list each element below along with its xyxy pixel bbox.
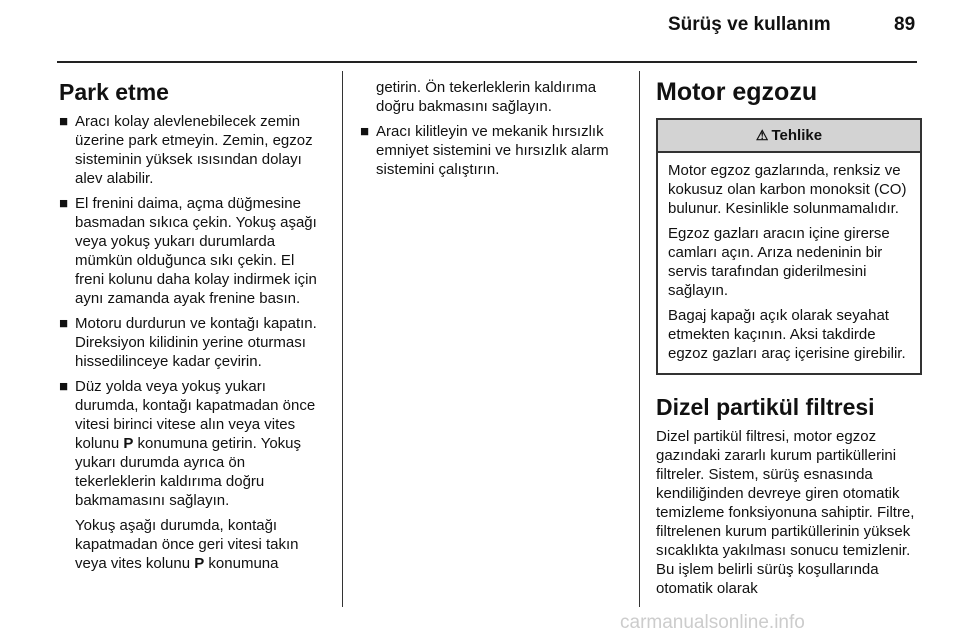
continuation-text: getirin. Ön tekerleklerin kaldırıma doğru bakmasını sağlayın.: [376, 79, 597, 115]
danger-warning-box: [656, 118, 922, 375]
page-header-title: Sürüş ve kullanım: [668, 14, 831, 35]
section-heading-motor-egzozu: Motor egzozu: [656, 78, 818, 106]
warning-header: [658, 120, 920, 153]
section-heading-dizel-partikul: Dizel partikül filtresi: [656, 394, 875, 420]
gear-position-p: P: [194, 555, 205, 572]
column-divider-left: [342, 71, 343, 607]
continuation-paragraph: Yokuş aşağı durumda, kontağı kapatmadan önce geri vitesi takın veya vites kolunu P konumuna: [75, 517, 299, 572]
bullet-icon: ■: [59, 113, 69, 130]
list-item: ■ El frenini daima, açma düğmesine basmadan sıkıca çekin. Yokuş aşağı veya yokuş yukarı durumlarda mümkün olduğunca sıkı çekin. El freni kolunu daha kolay indirmek için aynı zamanda ayak frenine basın.: [59, 195, 317, 307]
park-list-cont: [360, 122, 628, 179]
list-item: ■ Motoru durdurun ve kontağı kapatın. Direksiyon kilidinin yerine oturması hissedilinceye kadar çevirin.: [59, 315, 317, 370]
warning-paragraph: Egzoz gazları aracın içine girerse camları açın. Arıza nedeninin bir servis tarafından giderilmesini sağlayın.: [668, 225, 890, 299]
warning-paragraph: Motor egzoz gazlarında, renksiz ve kokusuz olan karbon monoksit (CO) bulunur. Kesinlikle solunmamalıdır.: [668, 162, 907, 217]
list-item: ■ Aracı kilitleyin ve mekanik hırsızlık emniyet sistemini ve hırsızlık alarm sistemini çalıştırın.: [360, 123, 609, 178]
list-item: ■ Aracı kolay alevlenebilecek zemin üzerine park etmeyin. Zemin, egzoz sisteminin yüksek ısısından dolayı alev alabilir.: [59, 113, 313, 187]
warning-paragraph: Bagaj kapağı açık olarak seyahat etmekten kaçının. Aksi takdirde egzoz gazları araç içerisine girebilir.: [668, 307, 906, 362]
list-item: ■ Düz yolda veya yokuş yukarı durumda, kontağı kapatmadan önce vitesi birinci vitese alın veya vites kolunu P konumuna getirin. Yokuş yukarı durumda ayrıca ön tekerleklerin kaldırıma doğru bakmamasını sağlayın.: [59, 378, 316, 509]
column-3: [656, 78, 922, 604]
bullet-icon: ■: [59, 315, 69, 332]
column-divider-right: [639, 71, 640, 607]
gear-position-p: P: [123, 435, 134, 452]
column-2: [360, 78, 628, 185]
body-paragraph: Dizel partikül filtresi, motor egzoz gazındaki zararlı kurum partiküllerini filtreler. Sistem, sürüş esnasında kendiliğinden devreye giren otomatik temizleme fonksiyonuna sahiptir. Filtre, filtrelenen kurum partiküllerinin yüksek sıcaklıkta yakılması sonucu temizlenir. Bu işlem belirli sürüş koşullarında otomatik olarak: [656, 428, 915, 597]
bullet-icon: ■: [59, 378, 69, 395]
park-list: [59, 112, 327, 510]
header-rule: [57, 61, 917, 63]
bullet-icon: ■: [59, 195, 69, 212]
watermark-logo: carmanualsonline.info: [620, 612, 805, 633]
page-number: 89: [894, 14, 916, 35]
warning-triangle-icon: ⚠: [755, 127, 769, 143]
warning-body: [658, 153, 920, 373]
section-heading-park-etme: Park etme: [59, 79, 169, 105]
warning-title: Tehlike: [771, 127, 823, 144]
bullet-icon: ■: [360, 123, 370, 140]
column-1: [59, 78, 327, 579]
